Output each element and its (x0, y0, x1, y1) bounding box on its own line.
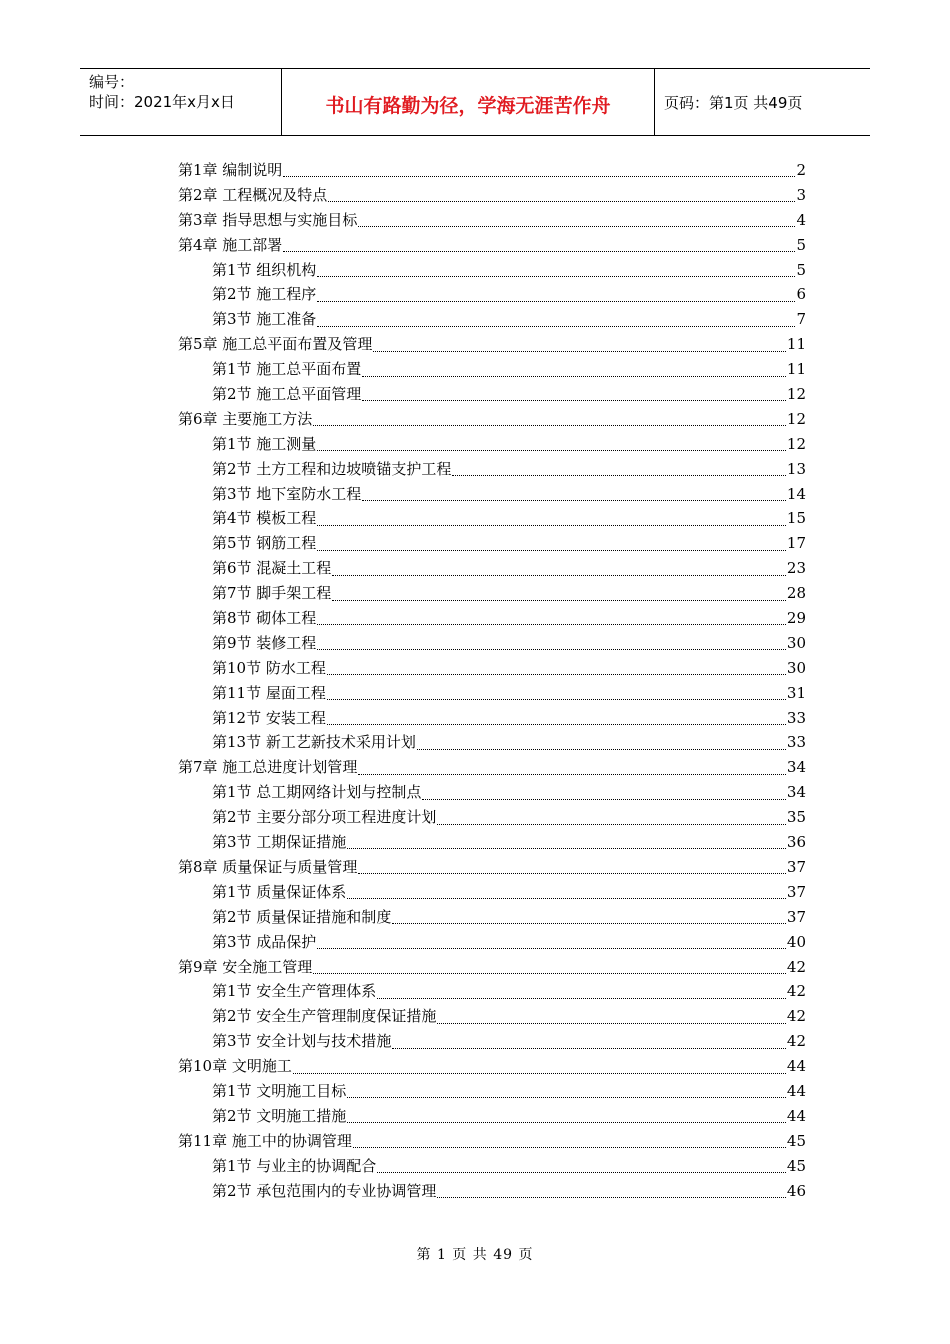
toc-dot-leader (422, 798, 786, 800)
toc-chapter-entry[interactable] (178, 183, 806, 208)
toc-entry-page: 12 (786, 434, 806, 453)
header-motto: 书山有路勤为径，学海无涯苦作舟 (282, 69, 655, 135)
toc-entry-label: 第9章 安全施工管理 (178, 957, 313, 976)
toc-dot-leader (347, 1096, 786, 1098)
toc-section-entry[interactable] (178, 457, 806, 482)
toc-entry-label: 第3章 指导思想与实施目标 (178, 210, 358, 229)
toc-entry-label: 第2节 承包范围内的专业协调管理 (212, 1181, 437, 1200)
toc-entry-page: 34 (786, 783, 806, 802)
toc-entry-label: 第7章 施工总进度计划管理 (178, 758, 358, 777)
toc-entry-page: 45 (786, 1131, 806, 1150)
toc-dot-leader (373, 350, 786, 352)
toc-entry-label: 第1节 与业主的协调配合 (212, 1156, 377, 1175)
toc-dot-leader (417, 748, 786, 750)
toc-entry-page: 14 (786, 484, 806, 503)
toc-entry-label: 第1节 总工期网络计划与控制点 (212, 783, 422, 802)
toc-dot-leader (437, 823, 786, 825)
toc-entry-label: 第3节 地下室防水工程 (212, 484, 362, 503)
toc-dot-leader (452, 474, 786, 476)
toc-entry-label: 第1节 施工总平面布置 (212, 360, 362, 379)
toc-dot-leader (313, 972, 786, 974)
toc-section-entry[interactable] (178, 979, 806, 1004)
toc-section-entry[interactable] (178, 258, 806, 283)
toc-entry-page: 17 (786, 534, 806, 553)
toc-chapter-entry[interactable] (178, 1054, 806, 1079)
toc-entry-label: 第1节 施工测量 (212, 434, 317, 453)
toc-entry-page: 12 (786, 409, 806, 428)
page-footer: 第 1 页 共 49 页 (416, 1247, 534, 1263)
toc-chapter-entry[interactable] (178, 233, 806, 258)
toc-entry-label: 第2节 安全生产管理制度保证措施 (212, 1007, 437, 1026)
toc-entry-page: 12 (786, 385, 806, 404)
toc-entry-label: 第1节 文明施工目标 (212, 1081, 347, 1100)
toc-section-entry[interactable] (178, 606, 806, 631)
toc-entry-page: 31 (786, 683, 806, 702)
toc-entry-page: 11 (786, 335, 806, 354)
toc-entry-label: 第9节 装修工程 (212, 633, 317, 652)
toc-section-entry[interactable] (178, 1079, 806, 1104)
toc-entry-label: 第7节 脚手架工程 (212, 584, 332, 603)
toc-entry-page: 6 (796, 285, 806, 304)
toc-dot-leader (317, 449, 786, 451)
toc-entry-page: 37 (786, 857, 806, 876)
toc-section-entry[interactable] (178, 656, 806, 681)
toc-entry-label: 第1节 组织机构 (212, 260, 317, 279)
toc-dot-leader (317, 623, 786, 625)
toc-chapter-entry[interactable] (178, 855, 806, 880)
toc-dot-leader (283, 250, 795, 252)
toc-entry-label: 第1节 质量保证体系 (212, 882, 347, 901)
toc-section-entry[interactable] (178, 930, 806, 955)
toc-dot-leader (358, 773, 786, 775)
toc-entry-label: 第10章 文明施工 (178, 1057, 292, 1076)
toc-entry-page: 37 (786, 907, 806, 926)
toc-entry-page: 42 (786, 1032, 806, 1051)
toc-section-entry[interactable] (178, 1154, 806, 1179)
toc-entry-label: 第11节 屋面工程 (212, 683, 326, 702)
toc-section-entry[interactable] (178, 1029, 806, 1054)
toc-entry-label: 第3节 安全计划与技术措施 (212, 1032, 392, 1051)
toc-entry-page: 29 (786, 609, 806, 628)
toc-dot-leader (377, 1171, 786, 1173)
toc-entry-label: 第2节 文明施工措施 (212, 1106, 347, 1125)
toc-dot-leader (317, 524, 786, 526)
toc-entry-page: 36 (786, 833, 806, 852)
toc-entry-page: 7 (796, 310, 806, 329)
toc-section-entry[interactable] (178, 780, 806, 805)
toc-entry-label: 第5节 钢筋工程 (212, 534, 317, 553)
toc-entry-page: 2 (796, 161, 806, 179)
toc-entry-page: 42 (786, 957, 806, 976)
toc-dot-leader (317, 325, 795, 327)
toc-dot-leader (362, 499, 786, 501)
toc-dot-leader (332, 599, 786, 601)
toc-entry-label: 第8节 砌体工程 (212, 609, 317, 628)
table-of-contents (178, 158, 806, 1203)
toc-section-entry[interactable] (178, 531, 806, 556)
toc-dot-leader (317, 648, 786, 650)
toc-dot-leader (362, 399, 786, 401)
toc-section-entry[interactable] (178, 905, 806, 930)
toc-entry-label: 第12节 安装工程 (212, 708, 326, 727)
toc-entry-label: 第5章 施工总平面布置及管理 (178, 335, 373, 354)
toc-entry-label: 第8章 质量保证与质量管理 (178, 857, 358, 876)
toc-entry-label: 第13节 新工艺新技术采用计划 (212, 733, 416, 752)
toc-dot-leader (332, 574, 786, 576)
toc-entry-label: 第6章 主要施工方法 (178, 409, 313, 428)
toc-entry-label: 第4节 模板工程 (212, 509, 317, 528)
toc-entry-label: 第2节 质量保证措施和制度 (212, 907, 392, 926)
toc-dot-leader (313, 424, 786, 426)
toc-section-entry[interactable] (178, 830, 806, 855)
toc-entry-label: 第2节 施工总平面管理 (212, 385, 362, 404)
toc-entry-page: 45 (786, 1156, 806, 1175)
toc-dot-leader (317, 947, 786, 949)
header-page-info: 页码：第1页 共49页 (664, 93, 803, 112)
toc-entry-label: 第1章 编制说明 (178, 161, 283, 179)
toc-section-entry[interactable] (178, 506, 806, 531)
toc-entry-page: 35 (786, 808, 806, 827)
toc-dot-leader (362, 375, 786, 377)
toc-entry-page: 4 (796, 210, 806, 229)
toc-dot-leader (347, 897, 786, 899)
toc-entry-page: 34 (786, 758, 806, 777)
toc-entry-page: 42 (786, 982, 806, 1001)
toc-entry-label: 第1节 安全生产管理体系 (212, 982, 377, 1001)
toc-dot-leader (317, 300, 795, 302)
toc-entry-label: 第3节 施工准备 (212, 310, 317, 329)
toc-entry-page: 5 (796, 260, 806, 279)
toc-entry-page: 44 (786, 1081, 806, 1100)
toc-dot-leader (358, 225, 795, 227)
toc-entry-page: 42 (786, 1007, 806, 1026)
toc-dot-leader (293, 1072, 786, 1074)
toc-section-entry[interactable] (178, 805, 806, 830)
toc-dot-leader (358, 872, 786, 874)
toc-chapter-entry[interactable] (178, 208, 806, 233)
toc-entry-label: 第10节 防水工程 (212, 658, 326, 677)
toc-entry-page: 46 (786, 1181, 806, 1200)
toc-entry-label: 第2节 施工程序 (212, 285, 317, 304)
toc-section-entry[interactable] (178, 357, 806, 382)
toc-chapter-entry[interactable] (178, 158, 806, 183)
toc-chapter-entry[interactable] (178, 755, 806, 780)
toc-section-entry[interactable] (178, 1004, 806, 1029)
toc-dot-leader (347, 1121, 786, 1123)
toc-section-entry[interactable] (178, 482, 806, 507)
toc-entry-label: 第3节 工期保证措施 (212, 833, 347, 852)
toc-chapter-entry[interactable] (178, 1129, 806, 1154)
toc-dot-leader (317, 549, 786, 551)
header-meta (80, 69, 282, 135)
toc-section-entry[interactable] (178, 631, 806, 656)
toc-dot-leader (437, 1196, 786, 1198)
toc-entry-label: 第4章 施工部署 (178, 235, 283, 254)
toc-section-entry[interactable] (178, 1179, 806, 1204)
toc-entry-label: 第3节 成品保护 (212, 932, 317, 951)
toc-entry-page: 28 (786, 584, 806, 603)
toc-section-entry[interactable] (178, 307, 806, 332)
toc-entry-page: 11 (786, 360, 806, 379)
toc-entry-page: 3 (796, 185, 806, 204)
toc-dot-leader (353, 1146, 786, 1148)
toc-entry-page: 15 (786, 509, 806, 528)
toc-entry-page: 44 (786, 1057, 806, 1076)
toc-section-entry[interactable] (178, 432, 806, 457)
toc-entry-page: 30 (786, 658, 806, 677)
toc-entry-page: 33 (786, 708, 806, 727)
toc-dot-leader (347, 847, 786, 849)
toc-entry-page: 13 (786, 459, 806, 478)
toc-dot-leader (377, 997, 786, 999)
toc-entry-label: 第2章 工程概况及特点 (178, 185, 328, 204)
toc-dot-leader (328, 200, 795, 202)
toc-section-entry[interactable] (178, 581, 806, 606)
toc-entry-page: 44 (786, 1106, 806, 1125)
toc-section-entry[interactable] (178, 282, 806, 307)
toc-entry-page: 23 (786, 559, 806, 578)
toc-entry-label: 第6节 混凝土工程 (212, 559, 332, 578)
toc-chapter-entry[interactable] (178, 407, 806, 432)
toc-section-entry[interactable] (178, 706, 806, 731)
toc-entry-page: 40 (786, 932, 806, 951)
toc-entry-label: 第2节 土方工程和边坡喷锚支护工程 (212, 459, 452, 478)
toc-entry-page: 30 (786, 633, 806, 652)
toc-section-entry[interactable] (178, 730, 806, 755)
page-header (80, 68, 870, 136)
toc-section-entry[interactable] (178, 681, 806, 706)
toc-section-entry[interactable] (178, 1104, 806, 1129)
toc-entry-page: 5 (796, 235, 806, 254)
toc-section-entry[interactable] (178, 880, 806, 905)
toc-dot-leader (327, 723, 786, 725)
toc-entry-label: 第2节 主要分部分项工程进度计划 (212, 808, 437, 827)
toc-dot-leader (392, 1047, 786, 1049)
toc-section-entry[interactable] (178, 382, 806, 407)
toc-dot-leader (317, 275, 795, 277)
toc-entry-label: 第11章 施工中的协调管理 (178, 1131, 352, 1150)
toc-chapter-entry[interactable] (178, 332, 806, 357)
toc-dot-leader (327, 698, 786, 700)
toc-entry-page: 37 (786, 882, 806, 901)
toc-dot-leader (327, 673, 786, 675)
toc-section-entry[interactable] (178, 556, 806, 581)
toc-dot-leader (283, 175, 795, 177)
document-time-label: 时间：2021年x月x日 (89, 93, 235, 111)
toc-chapter-entry[interactable] (178, 955, 806, 980)
toc-dot-leader (392, 922, 786, 924)
document-number-label: 编号： (89, 73, 135, 91)
toc-dot-leader (437, 1022, 786, 1024)
toc-entry-page: 33 (786, 733, 806, 752)
